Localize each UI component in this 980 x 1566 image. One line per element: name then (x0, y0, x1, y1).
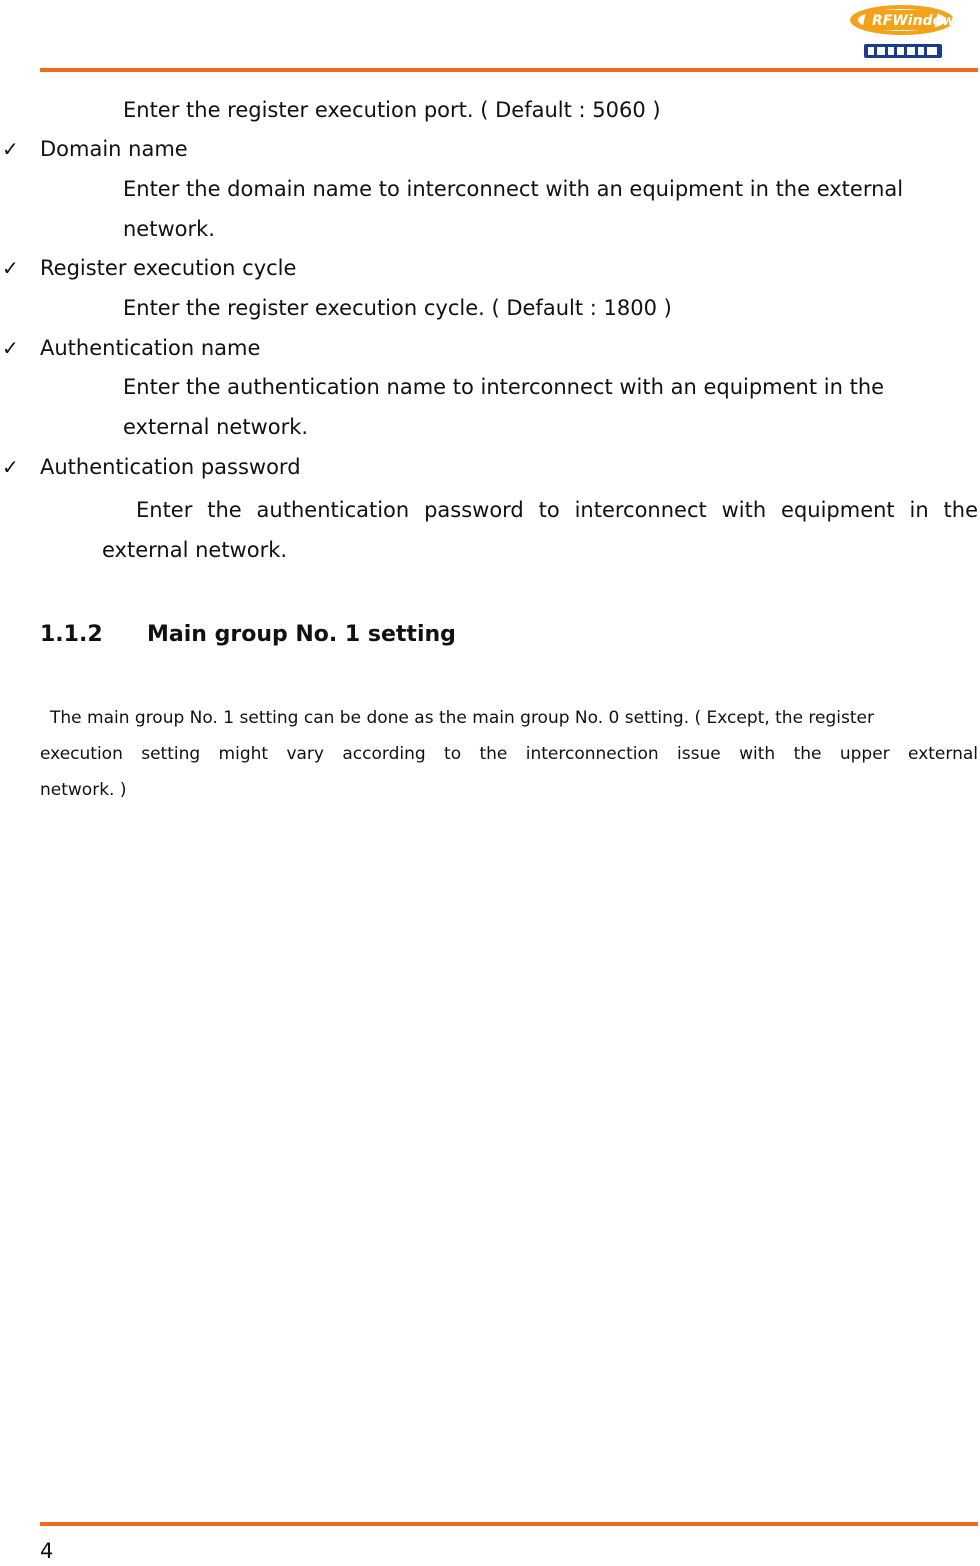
checkmark-icon: ✓ (2, 256, 19, 280)
header-divider (40, 68, 978, 72)
checkmark-icon: ✓ (2, 137, 19, 161)
item-label-register-execution-cycle: Register execution cycle (40, 256, 297, 280)
section-paragraph-line: The main group No. 1 setting can be done as the main group No. 0 setting. ( Except, the register (50, 708, 874, 728)
checkmark-icon: ✓ (2, 336, 19, 360)
item-description: Enter the register execution cycle. ( Default : 1800 ) (123, 296, 672, 320)
section-title: Main group No. 1 setting (147, 622, 456, 647)
item-description: Enter the register execution port. ( Default : 5060 ) (123, 98, 661, 122)
section-paragraph-line: network. ) (40, 780, 127, 800)
section-paragraph-line: execution setting might vary according to the interconnection issue with the upper external (40, 744, 978, 764)
item-label-authentication-name: Authentication name (40, 336, 261, 360)
item-description: Enter the authentication password to interconnect with equipment in the (136, 498, 978, 522)
logo-wordmark: RFWindow (872, 13, 956, 29)
item-description: external network. (123, 415, 309, 439)
company-logo (846, 2, 962, 64)
item-description: external network. (102, 538, 288, 562)
item-label-domain-name: Domain name (40, 137, 188, 161)
page-number: 4 (40, 1539, 54, 1563)
checkmark-icon: ✓ (2, 455, 19, 479)
item-label-authentication-password: Authentication password (40, 455, 301, 479)
footer-divider (40, 1522, 978, 1526)
section-number: 1.1.2 (40, 622, 103, 647)
item-description: Enter the authentication name to interconnect with an equipment in the (123, 375, 885, 399)
item-description: network. (123, 217, 215, 241)
item-description: Enter the domain name to interconnect with an equipment in the external (123, 177, 904, 201)
